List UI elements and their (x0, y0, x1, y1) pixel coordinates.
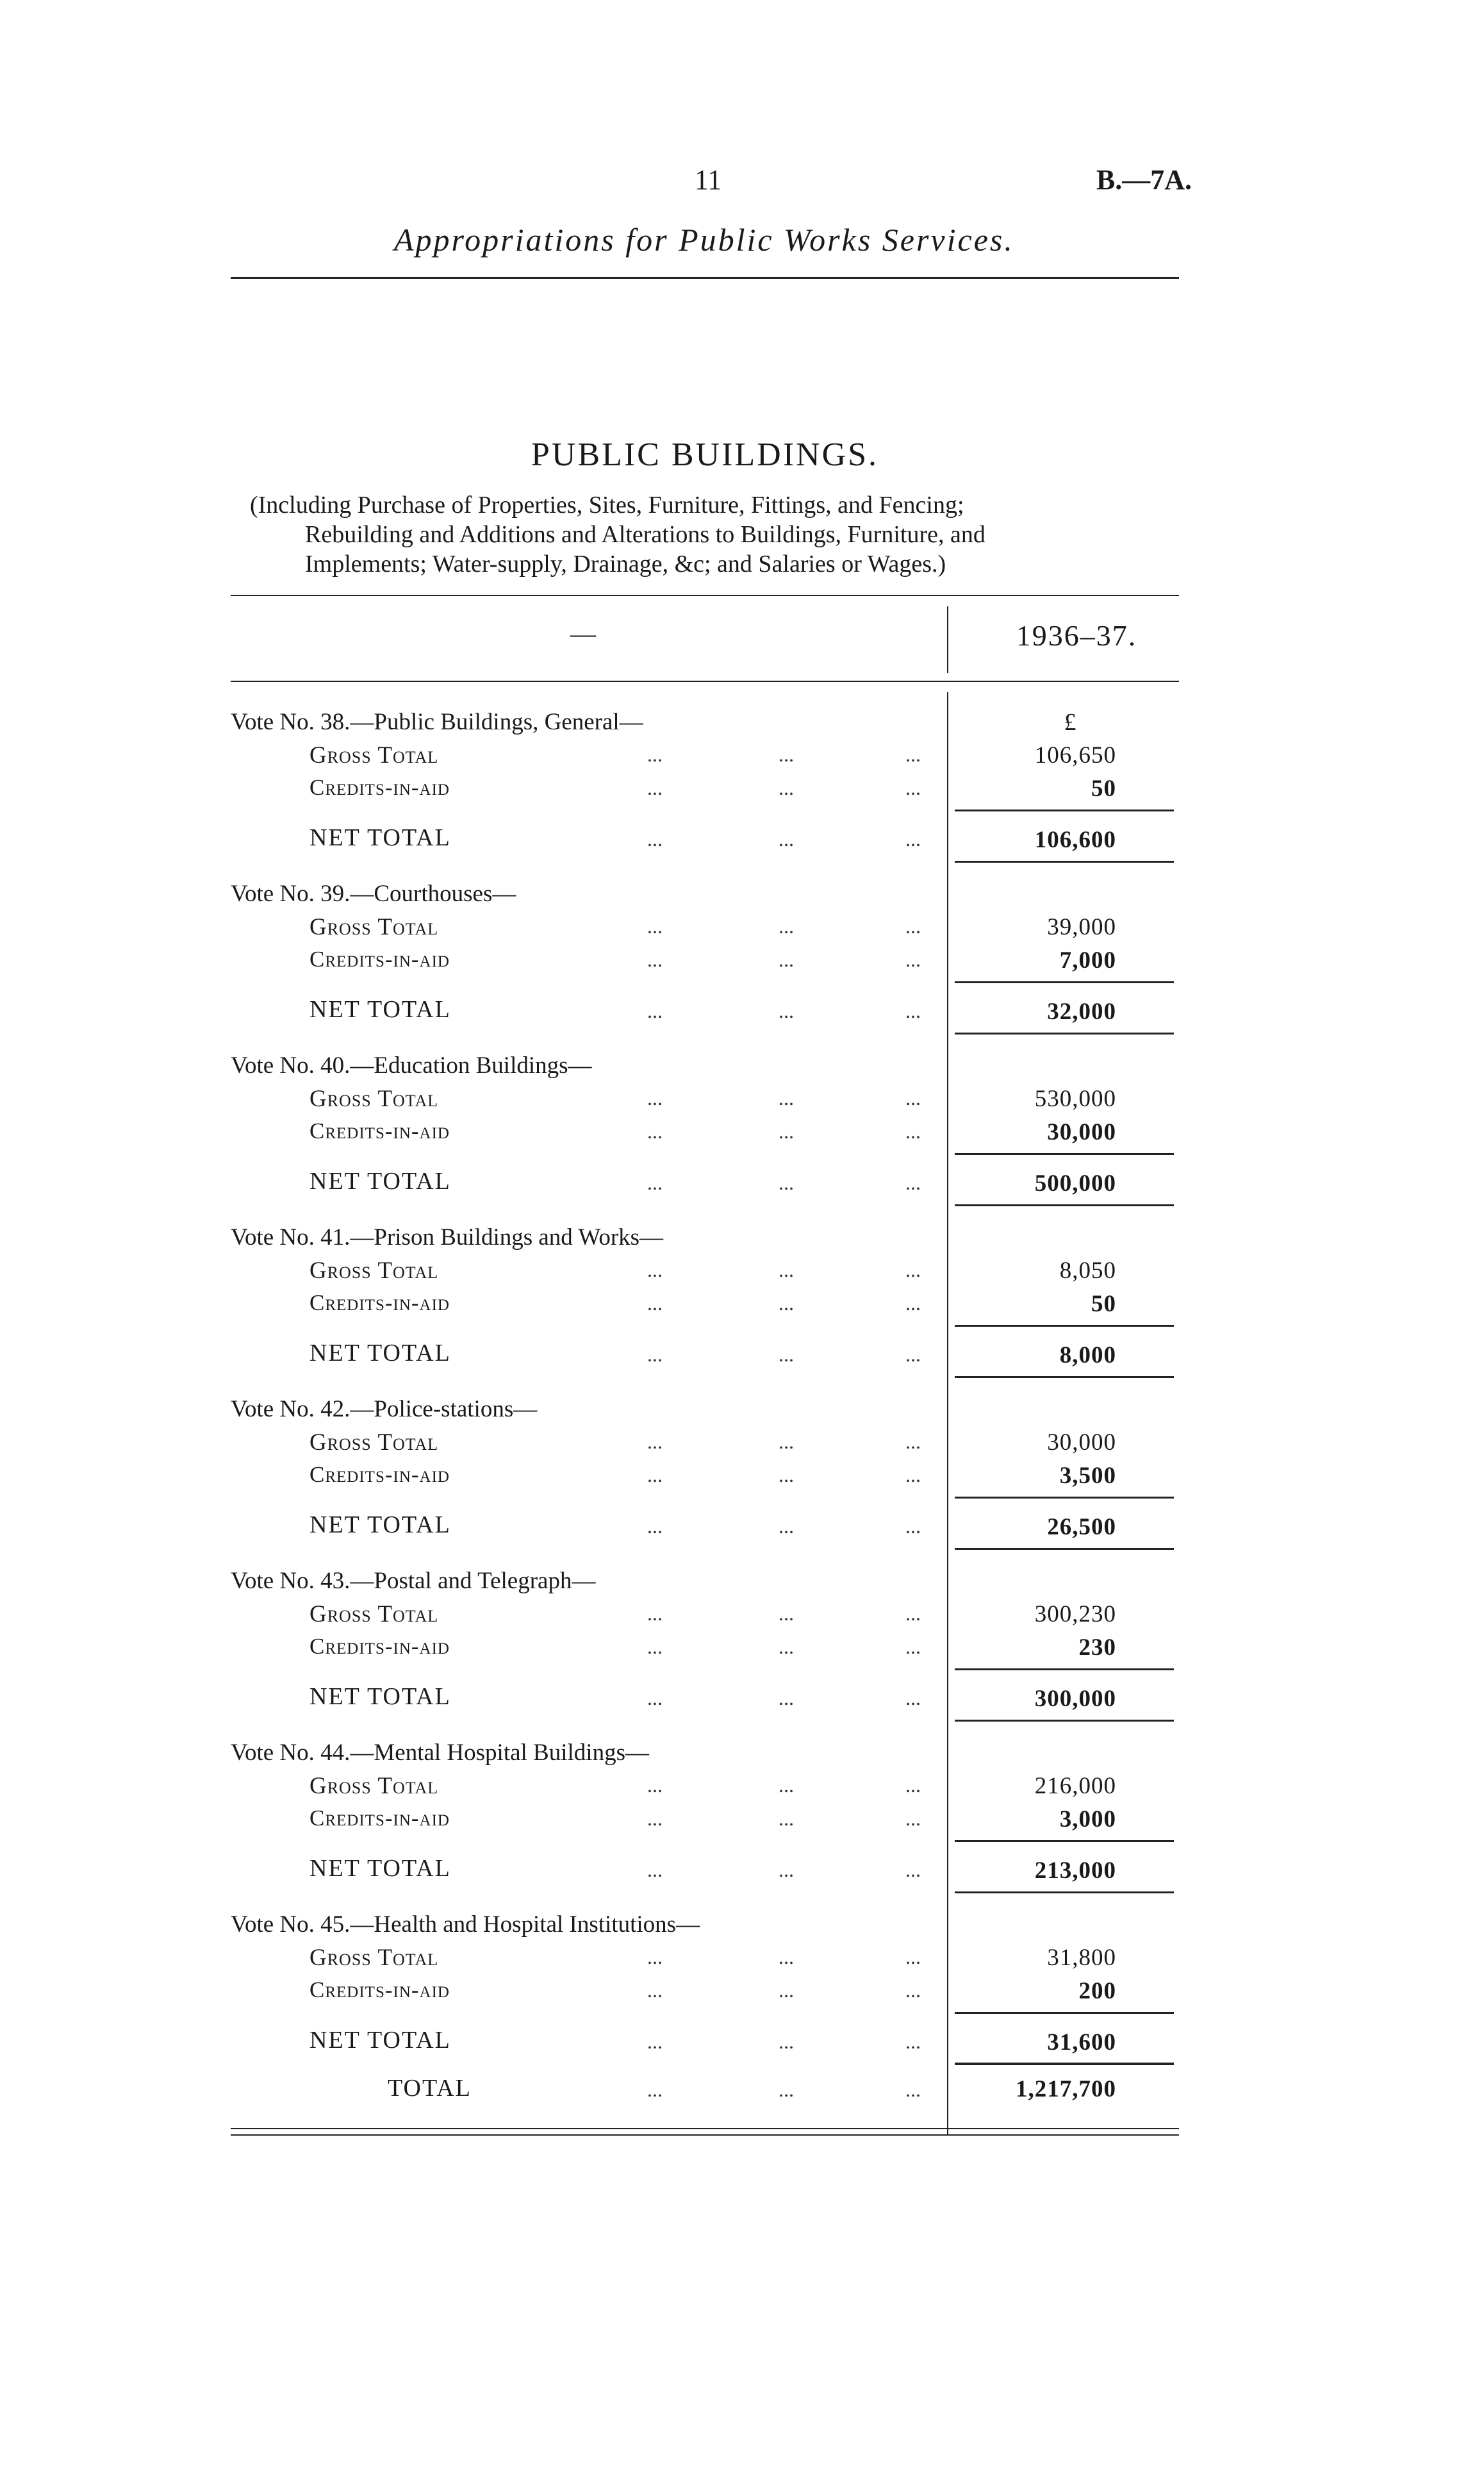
leader-dots: ... (647, 999, 663, 1022)
leader-dots: ... (905, 1086, 921, 1109)
leader-dots: ... (779, 776, 794, 799)
net-total-value: 300,000 (1034, 1686, 1116, 1712)
leader-dots: ... (647, 1258, 663, 1281)
credits-in-aid-label: Credits-in-aid (309, 1977, 450, 2002)
page-number: 11 (694, 164, 722, 195)
leader-dots: ... (905, 1120, 921, 1143)
gross-total-label: Gross Total (309, 1086, 439, 1112)
gross-total-label: Gross Total (309, 1773, 439, 1799)
credits-in-aid-value: 3,000 (1059, 1806, 1116, 1832)
leader-dots: ... (779, 915, 794, 938)
subtotal-rule (955, 981, 1174, 983)
net-total-label: NET TOTAL (309, 1855, 451, 1882)
net-total-rule (955, 1033, 1174, 1034)
section-title: PUBLIC BUILDINGS. (531, 436, 879, 473)
leader-dots: ... (779, 827, 794, 851)
leader-dots: ... (779, 1945, 794, 1968)
credits-in-aid-label: Credits-in-aid (309, 1806, 450, 1831)
gross-total-label: Gross Total (309, 1601, 439, 1627)
leader-dots: ... (779, 1602, 794, 1625)
leader-dots: ... (647, 1945, 663, 1968)
gross-total-value: 31,800 (1047, 1945, 1116, 1971)
leader-dots: ... (779, 1430, 794, 1453)
net-total-value: 213,000 (1034, 1857, 1116, 1884)
gross-total-value: 8,050 (1059, 1258, 1116, 1284)
leader-dots: ... (779, 1171, 794, 1194)
net-total-value: 32,000 (1047, 999, 1116, 1025)
credits-in-aid-label: Credits-in-aid (309, 947, 450, 972)
leader-dots: ... (905, 776, 921, 799)
net-total-value: 8,000 (1059, 1342, 1116, 1368)
table-top-rule (231, 595, 1179, 596)
leader-dots: ... (647, 1515, 663, 1538)
leader-dots: ... (647, 743, 663, 766)
leader-dots: ... (905, 948, 921, 971)
credits-in-aid-value: 30,000 (1047, 1119, 1116, 1145)
leader-dots: ... (647, 915, 663, 938)
footer-rule (231, 2128, 1179, 2129)
subtotal-rule (955, 1668, 1174, 1670)
leader-dots: ... (905, 1602, 921, 1625)
leader-dots: ... (779, 1773, 794, 1797)
credits-in-aid-value: 3,500 (1059, 1463, 1116, 1489)
table-header-rule (231, 681, 1179, 682)
leader-dots: ... (779, 1979, 794, 2002)
gross-total-value: 216,000 (1034, 1773, 1116, 1799)
net-total-label: NET TOTAL (309, 2027, 451, 2054)
leader-dots: ... (779, 1807, 794, 1830)
column-header-description: — (570, 619, 596, 648)
leader-dots: ... (905, 1858, 921, 1881)
gross-total-label: Gross Total (309, 1429, 439, 1456)
leader-dots: ... (779, 1463, 794, 1486)
credits-in-aid-value: 230 (1078, 1634, 1116, 1661)
credits-in-aid-label: Credits-in-aid (309, 1462, 450, 1487)
grand-total-label: TOTAL (388, 2075, 472, 2102)
leader-dots: ... (779, 2078, 794, 2101)
leader-dots: ... (647, 1858, 663, 1881)
credits-in-aid-label: Credits-in-aid (309, 775, 450, 800)
leader-dots: ... (779, 743, 794, 766)
footer-rule (231, 2134, 1179, 2136)
document-reference: B.—7A. (1096, 164, 1192, 195)
credits-in-aid-value: 50 (1091, 1291, 1116, 1317)
leader-dots: ... (647, 1773, 663, 1797)
net-total-label: NET TOTAL (309, 1340, 451, 1366)
credits-in-aid-label: Credits-in-aid (309, 1290, 450, 1315)
gross-total-label: Gross Total (309, 742, 439, 768)
net-total-value: 26,500 (1047, 1514, 1116, 1540)
leader-dots: ... (647, 1292, 663, 1315)
credits-in-aid-value: 7,000 (1059, 947, 1116, 974)
leader-dots: ... (647, 1120, 663, 1143)
leader-dots: ... (647, 1430, 663, 1453)
column-divider (947, 692, 948, 2134)
net-total-label: NET TOTAL (309, 1683, 451, 1710)
leader-dots: ... (779, 1635, 794, 1658)
gross-total-value: 39,000 (1047, 914, 1116, 940)
net-total-label: NET TOTAL (309, 1168, 451, 1195)
leader-dots: ... (905, 1945, 921, 1968)
gross-total-value: 30,000 (1047, 1429, 1116, 1456)
gross-total-value: 106,650 (1034, 742, 1116, 768)
subtotal-rule (955, 1497, 1174, 1499)
gross-total-label: Gross Total (309, 1258, 439, 1284)
subtotal-rule (955, 1153, 1174, 1155)
leader-dots: ... (905, 1292, 921, 1315)
leader-dots: ... (905, 1979, 921, 2002)
net-total-value: 500,000 (1034, 1170, 1116, 1197)
leader-dots: ... (647, 1686, 663, 1709)
vote-title: Vote No. 40.—Education Buildings— (231, 1052, 592, 1079)
net-total-value: 31,600 (1047, 2029, 1116, 2056)
leader-dots: ... (905, 827, 921, 851)
vote-title: Vote No. 42.—Police-stations— (231, 1396, 538, 1422)
leader-dots: ... (647, 1602, 663, 1625)
gross-total-value: 530,000 (1034, 1086, 1116, 1112)
net-total-rule (955, 1720, 1174, 1722)
header-column-divider (947, 606, 948, 673)
vote-title: Vote No. 44.—Mental Hospital Buildings— (231, 1740, 649, 1766)
leader-dots: ... (905, 1773, 921, 1797)
leader-dots: ... (647, 1807, 663, 1830)
leader-dots: ... (905, 2078, 921, 2101)
vote-title: Vote No. 45.—Health and Hospital Institutions— (231, 1911, 700, 1938)
running-title: Appropriations for Public Works Services. (394, 222, 1014, 258)
leader-dots: ... (905, 1463, 921, 1486)
leader-dots: ... (779, 1086, 794, 1109)
leader-dots: ... (779, 1515, 794, 1538)
net-total-label: NET TOTAL (309, 996, 451, 1023)
gross-total-label: Gross Total (309, 914, 439, 940)
leader-dots: ... (905, 1807, 921, 1830)
subtitle-line: Implements; Water-supply, Drainage, &c; and Salaries or Wages.) (305, 551, 946, 577)
leader-dots: ... (647, 1343, 663, 1366)
leader-dots: ... (779, 1258, 794, 1281)
leader-dots: ... (905, 1635, 921, 1658)
leader-dots: ... (905, 1686, 921, 1709)
column-header-year: 1936–37. (1016, 619, 1137, 652)
subtotal-rule (955, 1840, 1174, 1842)
gross-total-value: 300,230 (1034, 1601, 1116, 1627)
net-total-label: NET TOTAL (309, 1511, 451, 1538)
leader-dots: ... (905, 1343, 921, 1366)
credits-in-aid-label: Credits-in-aid (309, 1118, 450, 1143)
leader-dots: ... (905, 1171, 921, 1194)
leader-dots: ... (905, 999, 921, 1022)
leader-dots: ... (779, 1858, 794, 1881)
credits-in-aid-label: Credits-in-aid (309, 1634, 450, 1659)
subtotal-rule (955, 1325, 1174, 1327)
leader-dots: ... (905, 1430, 921, 1453)
leader-dots: ... (779, 999, 794, 1022)
leader-dots: ... (779, 2030, 794, 2053)
leader-dots: ... (779, 1292, 794, 1315)
leader-dots: ... (905, 1258, 921, 1281)
leader-dots: ... (779, 948, 794, 971)
vote-title: Vote No. 39.—Courthouses— (231, 881, 516, 907)
leader-dots: ... (905, 743, 921, 766)
vote-title: Vote No. 43.—Postal and Telegraph— (231, 1568, 596, 1594)
leader-dots: ... (647, 1979, 663, 2002)
leader-dots: ... (647, 776, 663, 799)
leader-dots: ... (779, 1343, 794, 1366)
subtotal-rule (955, 810, 1174, 811)
gross-total-label: Gross Total (309, 1945, 439, 1971)
leader-dots: ... (647, 2078, 663, 2101)
leader-dots: ... (779, 1120, 794, 1143)
net-total-rule (955, 1204, 1174, 1206)
subtitle-line: Rebuilding and Additions and Alterations to Buildings, Furniture, and (305, 521, 985, 548)
net-total-rule (955, 1376, 1174, 1378)
leader-dots: ... (647, 1463, 663, 1486)
vote-title: Vote No. 41.—Prison Buildings and Works— (231, 1224, 664, 1250)
leader-dots: ... (647, 1635, 663, 1658)
net-total-rule (955, 861, 1174, 863)
leader-dots: ... (905, 1515, 921, 1538)
leader-dots: ... (647, 1171, 663, 1194)
leader-dots: ... (905, 915, 921, 938)
net-total-label: NET TOTAL (309, 824, 451, 851)
credits-in-aid-value: 200 (1078, 1978, 1116, 2004)
vote-title: Vote No. 38.—Public Buildings, General— (231, 709, 643, 735)
leader-dots: ... (779, 1686, 794, 1709)
currency-symbol: £ (1064, 709, 1076, 736)
header-rule (231, 277, 1179, 279)
leader-dots: ... (647, 827, 663, 851)
grand-total-rule (955, 2063, 1174, 2064)
section-subtitle (250, 490, 1153, 579)
net-total-rule (955, 1548, 1174, 1550)
grand-total-value: 1,217,700 (1016, 2076, 1116, 2102)
leader-dots: ... (647, 2030, 663, 2053)
net-total-rule (955, 1891, 1174, 1893)
subtitle-line: (Including Purchase of Properties, Sites, Furniture, Fittings, and Fencing; (250, 492, 964, 519)
leader-dots: ... (905, 2030, 921, 2053)
leader-dots: ... (647, 1086, 663, 1109)
credits-in-aid-value: 50 (1091, 776, 1116, 802)
net-total-value: 106,600 (1034, 827, 1116, 853)
subtotal-rule (955, 2012, 1174, 2014)
leader-dots: ... (647, 948, 663, 971)
